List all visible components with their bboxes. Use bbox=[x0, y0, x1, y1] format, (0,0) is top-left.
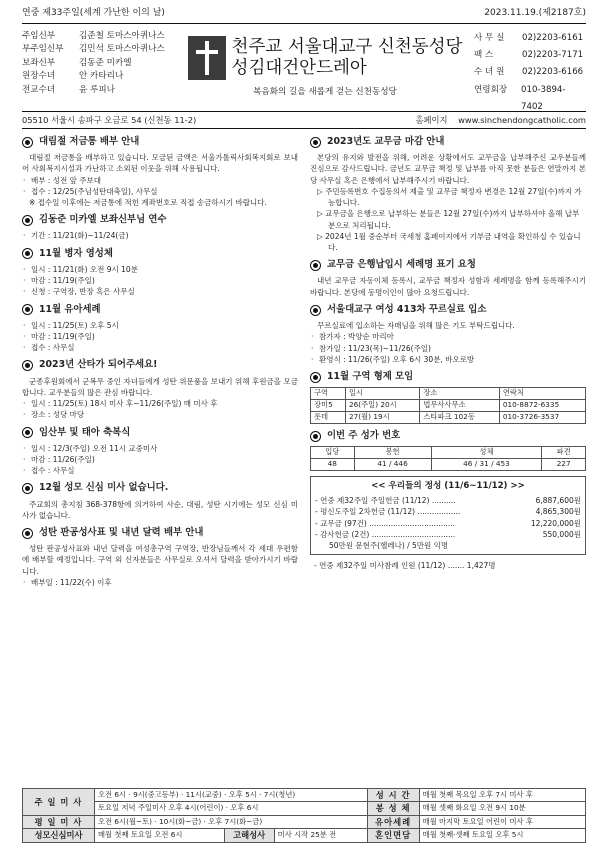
staff-role: 전교수녀 bbox=[22, 84, 56, 95]
notice-district-meeting bbox=[310, 370, 586, 424]
staff-name: 김준철 토마스아퀴나스 bbox=[79, 31, 165, 41]
table-cell: 227 bbox=[542, 459, 586, 471]
church-logo bbox=[188, 36, 226, 80]
table-cell: 010-8872-6335 bbox=[499, 400, 585, 412]
notice-item: · 접수 : 사무실 bbox=[22, 342, 298, 353]
church-slogan: 복음화의 길을 새롭게 걷는 신천동성당 bbox=[253, 87, 397, 98]
notice-body: 꾸르실료에 입소하는 자매님을 위해 많은 기도 부탁드립니다. bbox=[317, 321, 515, 331]
offering-row bbox=[315, 529, 581, 540]
notice-title: 12월 성모 신심 미사 없습니다. bbox=[39, 482, 169, 494]
table-row bbox=[23, 789, 586, 802]
liturgical-day: 연중 제33주일(세계 가난한 이의 날) bbox=[22, 7, 165, 18]
notice-item: · 기간 : 11/21(화)~11/24(금) bbox=[22, 230, 298, 241]
notice-marian-mass bbox=[22, 481, 298, 521]
notice-infant-baptism bbox=[22, 303, 298, 354]
notice-body: 성탄 판공성사표와 내년 달력을 여성총구역 구역장, 반장님들께서 각 세대 우편함에 배부할 예정입니다. 구역 외 신자분들은 사무실로 오셔서 달력을 받아가시기 바랍니다. bbox=[22, 544, 298, 576]
contact-value: 02)2203-6161 bbox=[522, 33, 584, 43]
schedule-time: 토요일 저녁 주일미사 오후 4시(어린이) · 오후 6시 bbox=[95, 802, 368, 815]
mass-schedule-table bbox=[22, 788, 586, 843]
notice-title: 김동준 미카엘 보좌신부님 연수 bbox=[39, 214, 167, 226]
schedule-label: 성모신심미사 bbox=[23, 829, 95, 842]
offering-title: << 우리들의 정성 (11/6~11/12) >> bbox=[371, 481, 525, 492]
church-patron: 성김대건안드레아 bbox=[231, 58, 367, 79]
staff-role: 부주임신부 bbox=[22, 44, 64, 55]
notice-arrow-item: ▷ 2024년 1월 중순부터 국세청 홈페이지에서 기부금 내역을 확인하실 수 있습니다. bbox=[317, 231, 581, 253]
notice-item: · 배부일 : 11/22(수) 이후 bbox=[22, 577, 298, 588]
notice-item: · 신청 : 구역장, 반장 혹은 사무실 bbox=[22, 286, 298, 297]
staff-list bbox=[22, 24, 186, 111]
offering-amount: 4,865,300원 bbox=[535, 507, 581, 517]
table-cell: 스타파크 102동 bbox=[420, 412, 500, 424]
table-header: 봉헌 bbox=[354, 447, 431, 459]
table-cell: 26(주일) 20시 bbox=[345, 400, 419, 412]
postal-address: 05510 서울시 송파구 오금로 54 (신천동 11-2) bbox=[22, 115, 197, 125]
notice-item: · 참가자 : 박양순 마리아 bbox=[310, 331, 586, 342]
table-row bbox=[23, 815, 586, 828]
schedule-time: 매월 셋째 화요일 오전 9시 10분 bbox=[419, 802, 585, 815]
table-row bbox=[311, 412, 586, 424]
issue-date: 2023.11.19.(제2187호) bbox=[484, 7, 586, 18]
table-header-row bbox=[311, 447, 586, 459]
contact-label: 사 무 실 bbox=[474, 33, 505, 43]
bullet-icon bbox=[22, 528, 33, 539]
offering-amount: 12,220,000원 bbox=[530, 518, 581, 528]
notice-item: · 참가일 : 11/23(목)~11/26(주일) bbox=[310, 343, 586, 354]
attendance-count: - 연중 제32주일 미사참례 인원 (11/12) ....... 1,427명 bbox=[314, 561, 496, 571]
notice-item: · 일시 : 12/3(주일) 오전 11시 교중미사 bbox=[22, 443, 298, 454]
notice-item: · 장소 : 성당 마당 bbox=[22, 409, 298, 420]
table-header: 장소 bbox=[420, 388, 500, 400]
contact-value: 02)2203-6166 bbox=[522, 67, 584, 78]
bullet-icon bbox=[22, 483, 33, 494]
notice-cursillo bbox=[310, 303, 586, 365]
notice-title: 이번 주 성가 번호 bbox=[327, 430, 401, 442]
notice-priest-training bbox=[22, 213, 298, 241]
thanksgiving-donors: 50만원 문현주(헬레나) / 5만원 익명 bbox=[329, 541, 449, 551]
contact-value: 010-3894-7402 bbox=[521, 84, 566, 112]
bullet-icon bbox=[22, 248, 33, 259]
schedule-label: 성 시 간 bbox=[367, 789, 419, 802]
notice-item: · 일시 : 11/25(토) 오후 5시 bbox=[22, 320, 298, 331]
table-header: 일시 bbox=[345, 388, 419, 400]
schedule-time: 미사 시작 25분 전 bbox=[274, 829, 367, 842]
left-column bbox=[22, 135, 298, 593]
notice-item: · 일시 : 11/21(화) 오전 9시 10분 bbox=[22, 264, 298, 275]
bullet-icon bbox=[310, 372, 321, 383]
schedule-label: 평 일 미 사 bbox=[23, 815, 95, 828]
notice-pregnancy-blessing bbox=[22, 426, 298, 477]
notice-note: ※ 접수일 이후에는 저금통에 적힌 계좌번호로 직접 송금하시기 바랍니다. bbox=[29, 198, 267, 208]
schedule-label: 주 일 미 사 bbox=[23, 789, 95, 816]
bullet-icon bbox=[310, 137, 321, 148]
masthead bbox=[22, 24, 586, 112]
table-cell: 법무사사무소 bbox=[420, 400, 500, 412]
notice-item: · 배부 : 성전 앞 주보대 bbox=[22, 175, 298, 186]
staff-name: 윤 루피나 bbox=[79, 84, 115, 95]
table-header-row bbox=[311, 388, 586, 400]
notice-dues-deadline bbox=[310, 135, 586, 253]
table-cell: 48 bbox=[311, 459, 355, 471]
offering-amount: 6,887,600원 bbox=[535, 496, 581, 506]
notice-item: · 마감 : 11/19(주일) bbox=[22, 331, 298, 342]
notice-item: · 환영식 : 11/26(주일) 오후 6시 30분, 바오로방 bbox=[310, 354, 586, 365]
bullet-icon bbox=[22, 215, 33, 226]
table-row bbox=[311, 459, 586, 471]
schedule-time: 오전 6시 · 9시(중고등부) · 11시(교중) · 오후 5시 · 7시(청년) bbox=[95, 789, 368, 802]
table-header: 구역 bbox=[311, 388, 346, 400]
homepage-label: 홈페이지 bbox=[415, 115, 448, 125]
table-cell: 27(월) 19시 bbox=[345, 412, 419, 424]
staff-role: 주임신부 bbox=[22, 31, 56, 41]
notice-calendar bbox=[22, 526, 298, 588]
notice-body: 군종후원회에서 군복무 중인 자녀들에게 성탄 위문품을 보내기 위해 후원금을 모금합니다. 교우분들의 많은 관심 바랍니다. bbox=[22, 376, 298, 397]
offering-row bbox=[315, 518, 581, 529]
schedule-label: 봉 성 체 bbox=[367, 802, 419, 815]
meeting-table bbox=[310, 387, 586, 424]
table-cell: 010-3726-3537 bbox=[499, 412, 585, 424]
notice-arrow-item: ▷ 교무금을 은행으로 납부하는 분들은 12월 27일(수)까지 납부하셔야 올해 납부분으로 처리됩니다. bbox=[317, 209, 580, 230]
schedule-label: 고해성사 bbox=[224, 829, 274, 842]
contact-label: 연령회장 bbox=[474, 84, 508, 95]
schedule-label: 혼인면담 bbox=[367, 829, 419, 842]
staff-name: 안 카타리나 bbox=[79, 71, 124, 82]
table-cell: 장미5 bbox=[311, 400, 346, 412]
staff-name: 김동준 미카엘 bbox=[79, 57, 132, 68]
notice-body: 내년 교무금 자동이체 등록시, 교무금 책정자 성함과 세례명을 함께 등록해주시기 바랍니다. 본당에 동명이인이 많아 요청드립니다. bbox=[310, 276, 586, 297]
notice-title: 11월 유아세례 bbox=[39, 303, 101, 315]
notice-body: 대림절 저금통을 배부하고 있습니다. 모금된 금액은 서울가톨릭사회복지회로 보내어 사회복지시설과 가난하고 소외된 이웃을 위해 사용됩니다. bbox=[22, 153, 298, 174]
notice-title: 대림절 저금통 배부 안내 bbox=[39, 136, 140, 147]
bullet-icon bbox=[22, 360, 33, 371]
offering-row bbox=[315, 495, 581, 506]
top-bar bbox=[22, 4, 586, 24]
table-header: 파견 bbox=[542, 447, 586, 459]
schedule-time: 오전 6시(월~토) · 10시(화~금) · 오후 7시(화~금) bbox=[95, 815, 368, 828]
mass-schedule bbox=[22, 788, 586, 843]
notice-title: 임산부 및 태아 축복식 bbox=[39, 426, 131, 438]
offering-row bbox=[315, 506, 581, 517]
notice-title: 2023년 산타가 되어주세요! bbox=[39, 359, 158, 371]
notice-title: 서울대교구 여성 413차 꾸르실료 입소 bbox=[327, 303, 487, 315]
staff-name: 김민석 토마스아퀴나스 bbox=[79, 44, 165, 55]
table-header: 연락처 bbox=[499, 388, 585, 400]
table-header: 입당 bbox=[311, 447, 355, 459]
bullet-icon bbox=[310, 305, 321, 316]
notice-item: · 일시 : 11/25(토) 18시 미사 후~11/26(주일) 매 미사 후 bbox=[22, 398, 298, 409]
table-cell: 46 / 31 / 453 bbox=[431, 459, 542, 471]
bullet-icon bbox=[22, 137, 33, 148]
table-cell: 롯데 bbox=[311, 412, 346, 424]
notice-item: · 마감 : 11/26(주일) bbox=[22, 454, 298, 465]
notice-baptismal-name bbox=[310, 258, 586, 298]
right-column bbox=[310, 135, 586, 593]
bullet-icon bbox=[310, 260, 321, 271]
address-bar bbox=[22, 112, 586, 129]
staff-role: 보좌신부 bbox=[22, 57, 56, 68]
schedule-time: 매월 첫째·셋째 토요일 오후 5시 bbox=[419, 829, 585, 842]
schedule-time: 매월 첫째 목요일 오후 7시 미사 후 bbox=[419, 789, 585, 802]
table-row bbox=[23, 829, 586, 842]
schedule-label: 유아세례 bbox=[367, 815, 419, 828]
hymn-table bbox=[310, 446, 586, 471]
notice-title: 교무금 은행납입시 세례명 표기 요청 bbox=[327, 259, 476, 271]
notice-hymn-numbers bbox=[310, 429, 586, 471]
offering-label: - 교무금 (97건) .................................... bbox=[315, 518, 456, 528]
table-cell: 41 / 446 bbox=[354, 459, 431, 471]
staff-role: 원장수녀 bbox=[22, 71, 56, 82]
notice-title: 성탄 판공성사표 및 내년 달력 배부 안내 bbox=[39, 527, 204, 539]
offering-label: - 감사헌금 (2건) ................................... bbox=[315, 529, 456, 539]
notice-arrow-item: ▷ 주민등록번호 수집동의서 제출 및 교무금 책정자 변경은 12월 27일(수)까지 가능합니다. bbox=[317, 186, 582, 208]
contact-list bbox=[464, 24, 586, 111]
contact-value: 02)2203-7171 bbox=[522, 50, 584, 61]
notice-title: 11월 구역 형제 모임 bbox=[327, 371, 414, 383]
bullet-icon bbox=[22, 304, 33, 315]
offering-box bbox=[310, 476, 586, 555]
homepage-link[interactable]: www.sinchendongcatholic.com bbox=[458, 115, 586, 125]
notice-title: 2023년도 교무금 마감 안내 bbox=[327, 136, 445, 147]
notice-santa bbox=[22, 358, 298, 420]
notice-body: 본당의 유지와 발전을 위해, 어려운 상황에서도 교무금을 납부해주신 교우분들께 진심으로 감사드립니다. 금년도 교무금 책정 및 납부를 아직 못한 분들은 연말까지 본당 사무실 혹은 은행에서 납부해주시기 바랍니다. bbox=[310, 153, 586, 185]
notice-body: 주교회의 총지침 368-378항에 의거하여 사순, 대림, 성탄 시기에는 성모 신심 미사가 없습니다. bbox=[22, 499, 298, 520]
offering-label: - 평신도주일 2차헌금 (11/12) .................. bbox=[315, 507, 461, 517]
offering-label: - 연중 제32주일 주일헌금 (11/12) .......... bbox=[315, 496, 456, 506]
table-row bbox=[311, 400, 586, 412]
church-brand bbox=[186, 24, 464, 111]
notice-item: · 접수 : 사무실 bbox=[22, 465, 298, 476]
contact-label: 수 녀 원 bbox=[474, 67, 505, 78]
notice-advent-bank bbox=[22, 135, 298, 208]
schedule-time: 매월 마지막 토요일 어린이 미사 후 bbox=[419, 815, 585, 828]
table-row bbox=[23, 802, 586, 815]
table-header: 성체 bbox=[431, 447, 542, 459]
contact-label: 팩 스 bbox=[474, 50, 494, 61]
notice-sick-communion bbox=[22, 247, 298, 298]
notice-item: · 마감 : 11/19(주일) bbox=[22, 275, 298, 286]
church-name: 천주교 서울대교구 신천동성당 bbox=[231, 37, 463, 58]
schedule-time: 매월 첫째 토요일 오전 6시 bbox=[95, 829, 225, 842]
offering-amount: 550,000원 bbox=[542, 529, 581, 539]
notice-item: · 접수 : 12/25(주님성탄대축일), 사무실 bbox=[22, 186, 298, 197]
notice-title: 11월 병자 영성체 bbox=[39, 247, 113, 259]
bullet-icon bbox=[310, 431, 321, 442]
bullet-icon bbox=[22, 427, 33, 438]
